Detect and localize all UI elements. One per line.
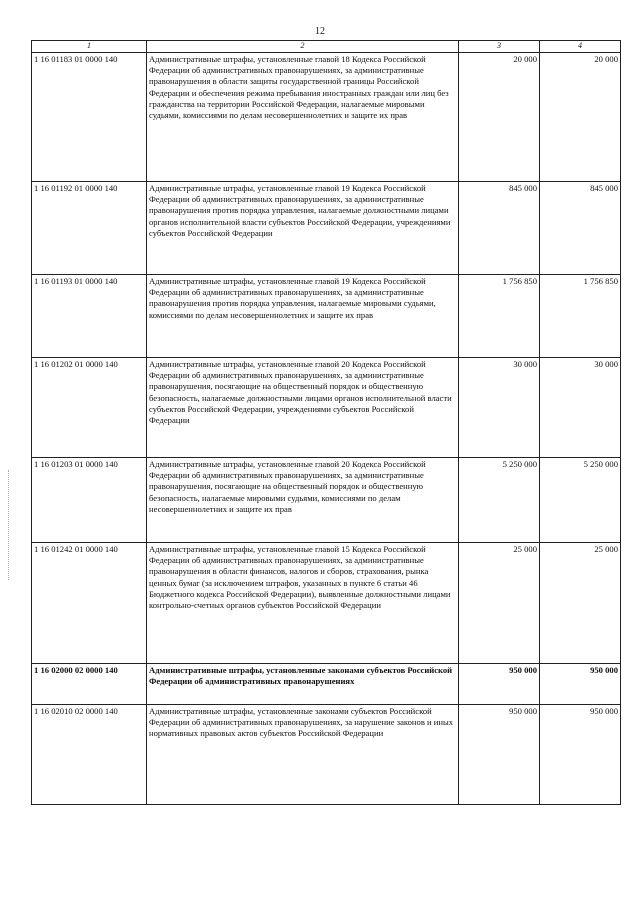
amount-col4: 30 000 xyxy=(540,357,621,457)
amount-col3: 25 000 xyxy=(459,542,540,663)
budget-code: 1 16 01192 01 0000 140 xyxy=(32,181,147,274)
budget-code: 1 16 02010 02 0000 140 xyxy=(32,704,147,804)
budget-code: 1 16 02000 02 0000 140 xyxy=(32,663,147,704)
description: Административные штрафы, установленные главой 20 Кодекса Российской Федерации об административных правонарушениях, за административные правонарушения, посягающие на общественный порядок и общественную безопасность, налагаемые мировыми судьями, комиссиями по делам несовершеннолетних и защите их прав xyxy=(147,457,459,542)
column-header-1: 1 xyxy=(32,41,147,53)
amount-col3: 20 000 xyxy=(459,52,540,181)
amount-col4: 25 000 xyxy=(540,542,621,663)
table-row xyxy=(32,357,621,457)
amount-col4: 1 756 850 xyxy=(540,274,621,357)
column-header-2: 2 xyxy=(147,41,459,53)
description: Административные штрафы, установленные главой 15 Кодекса Российской Федерации об административных правонарушениях, за административные правонарушения в области финансов, налогов и сборов, страхования, рынка ценных бумаг (за исключением штрафов, указанных в пункте 6 статьи 46 Бюджетного кодекса Российской Федерации), выявленные должностными лицами контрольно-счетных органов субъектов Российской Федерации xyxy=(147,542,459,663)
budget-code: 1 16 01203 01 0000 140 xyxy=(32,457,147,542)
scan-margin-mark xyxy=(8,470,10,580)
header-row xyxy=(32,41,621,53)
amount-col3: 1 756 850 xyxy=(459,274,540,357)
amount-col3: 950 000 xyxy=(459,704,540,804)
budget-code: 1 16 01193 01 0000 140 xyxy=(32,274,147,357)
column-header-4: 4 xyxy=(540,41,621,53)
table-row xyxy=(32,704,621,804)
amount-col4: 950 000 xyxy=(540,704,621,804)
table-row xyxy=(32,457,621,542)
table-row xyxy=(32,52,621,181)
description: Административные штрафы, установленные законами субъектов Российской Федерации об административных правонарушениях xyxy=(147,663,459,704)
table-row xyxy=(32,663,621,704)
amount-col4: 845 000 xyxy=(540,181,621,274)
description: Административные штрафы, установленные главой 18 Кодекса Российской Федерации об административных правонарушениях, за административные правонарушения в области защиты государственной границы Российской Федерации и обеспечения режима пребывания иностранных граждан или лиц без гражданства на территории Российской Федерации, налагаемые мировыми судьями, комиссиями по делам несовершеннолетних и защите их прав xyxy=(147,52,459,181)
amount-col3: 30 000 xyxy=(459,357,540,457)
amount-col4: 5 250 000 xyxy=(540,457,621,542)
table-row xyxy=(32,542,621,663)
page-number: 12 xyxy=(315,26,325,37)
column-header-3: 3 xyxy=(459,41,540,53)
amount-col4: 950 000 xyxy=(540,663,621,704)
amount-col4: 20 000 xyxy=(540,52,621,181)
budget-table xyxy=(31,40,621,805)
amount-col3: 5 250 000 xyxy=(459,457,540,542)
amount-col3: 845 000 xyxy=(459,181,540,274)
description: Административные штрафы, установленные главой 20 Кодекса Российской Федерации об административных правонарушениях, за административные правонарушения, посягающие на общественный порядок и общественную безопасность, налагаемые должностными лицами органов исполнительной власти субъектов Российской Федерации, учреждениями субъектов Российской Федерации xyxy=(147,357,459,457)
table-row xyxy=(32,274,621,357)
description: Административные штрафы, установленные главой 19 Кодекса Российской Федерации об административных правонарушениях, за административные правонарушения против порядка управления, налагаемые должностными лицами органов исполнительной власти субъектов Российской Федерации, учреждениями субъектов Российской Федерации xyxy=(147,181,459,274)
description: Административные штрафы, установленные главой 19 Кодекса Российской Федерации об административных правонарушениях, за административные правонарушения против порядка управления, налагаемые мировыми судьями, комиссиями по делам несовершеннолетних и защите их прав xyxy=(147,274,459,357)
budget-code: 1 16 01183 01 0000 140 xyxy=(32,52,147,181)
table-row xyxy=(32,181,621,274)
budget-code: 1 16 01242 01 0000 140 xyxy=(32,542,147,663)
budget-code: 1 16 01202 01 0000 140 xyxy=(32,357,147,457)
description: Административные штрафы, установленные законами субъектов Российской Федерации об административных правонарушениях, за нарушение законов и иных нормативных правовых актов субъектов Российской Федерации xyxy=(147,704,459,804)
amount-col3: 950 000 xyxy=(459,663,540,704)
